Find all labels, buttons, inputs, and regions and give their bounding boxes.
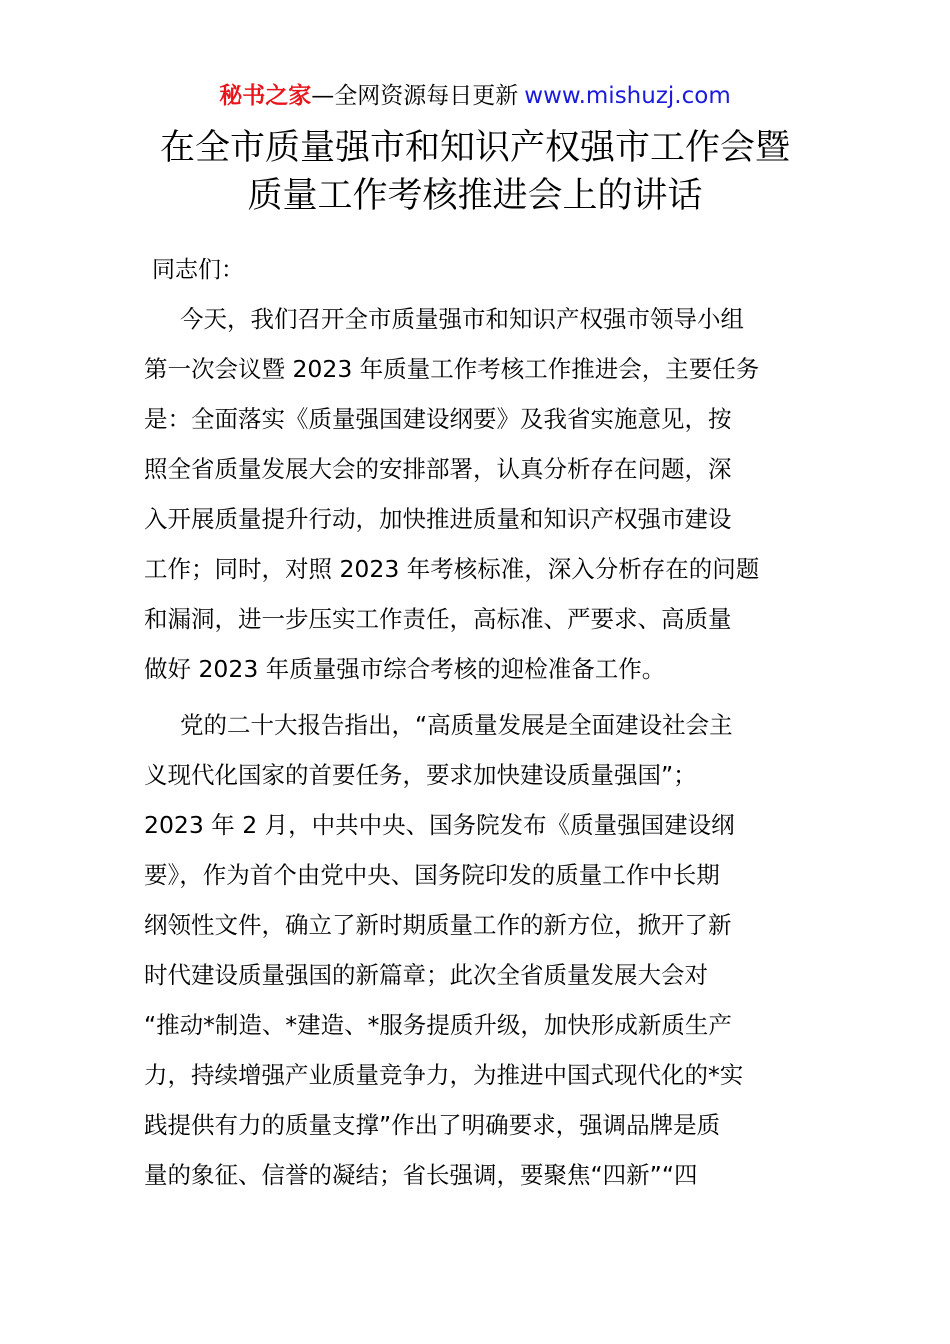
salutation: 同志们： [152, 257, 244, 283]
text-line: 践提供有力的质量支撑”作出了明确要求，强调品牌是质 [144, 1111, 721, 1139]
site-header [0, 80, 950, 112]
site-url-link[interactable]: www.mishuzj.com [524, 83, 731, 109]
text-line: 力，持续增强产业质量竞争力，为推进中国式现代化的*实 [144, 1061, 744, 1089]
text-line: 今天，我们召开全市质量强市和知识产权强市领导小组 [180, 305, 744, 333]
text-line: 做好 2023 年质量强市综合考核的迎检准备工作。 [144, 655, 666, 683]
text-line: “推动*制造、*建造、*服务提质升级，加快形成新质生产 [144, 1011, 732, 1039]
text-line: 时代建设质量强国的新篇章；此次全省质量发展大会对 [144, 961, 708, 989]
header-tagline: —全网资源每日更新 [311, 83, 519, 109]
text-line: 和漏洞，进一步压实工作责任，高标准、严要求、高质量 [144, 605, 732, 633]
text-line: 党的二十大报告指出，“高质量发展是全面建设社会主 [180, 711, 733, 739]
text-line: 要》，作为首个由党中央、国务院印发的质量工作中长期 [144, 861, 720, 889]
title-line: 质量工作考核推进会上的讲话 [247, 176, 703, 216]
text-line: 工作；同时，对照 2023 年考核标准，深入分析存在的问题 [144, 555, 760, 583]
text-line: 照全省质量发展大会的安排部署，认真分析存在问题，深 [144, 455, 732, 483]
text-line: 量的象征、信誉的凝结；省长强调，要聚焦“四新”“四 [144, 1161, 698, 1189]
brand-name: 秘书之家 [219, 83, 312, 109]
text-line: 第一次会议暨 2023 年质量工作考核工作推进会，主要任务 [144, 355, 760, 383]
title-line: 在全市质量强市和知识产权强市工作会暨 [159, 128, 790, 168]
text-line: 是：全面落实《质量强国建设纲要》及我省实施意见，按 [144, 405, 732, 433]
paragraph-1 [144, 294, 824, 694]
document-title [60, 124, 890, 220]
text-line: 入开展质量提升行动，加快推进质量和知识产权强市建设 [144, 505, 732, 533]
text-line: 纲领性文件，确立了新时期质量工作的新方位，掀开了新 [144, 911, 732, 939]
paragraph-2 [144, 700, 824, 1200]
text-line: 义现代化国家的首要任务，要求加快建设质量强国”； [144, 761, 697, 789]
text-line: 2023 年 2 月，中共中央、国务院发布《质量强国建设纲 [144, 811, 735, 839]
